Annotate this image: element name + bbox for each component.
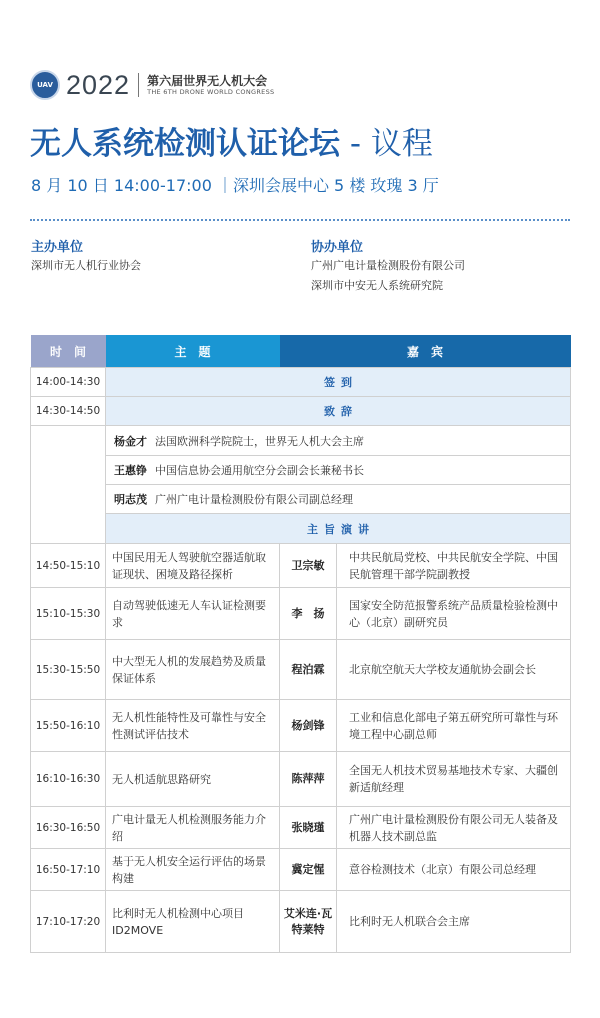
row-time: 16:10-16:30 [31,752,106,807]
divider [138,73,139,97]
year: 2022 [66,69,131,100]
co-organizer-label: 协办单位 [311,240,364,255]
row-speaker-title: 北京航空航天大学校友通航协会副会长 [337,640,571,700]
row-time: 15:50-16:10 [31,700,106,752]
keynote-row [31,514,571,544]
row-topic: 中大型无人机的发展趋势及质量保证体系 [106,640,280,700]
row-speaker-title: 意谷检测技术（北京）有限公司总经理 [337,849,571,891]
uav-badge-icon [30,70,60,100]
row-speaker-title: 国家安全防范报警系统产品质量检验检测中心（北京）副研究员 [337,588,571,640]
title-main: 无人系统检测认证论坛 [30,126,340,162]
agenda-row [31,752,571,807]
guest-name: 杨金才 [114,434,147,448]
row-speaker: 艾米连·瓦特莱特 [280,891,337,953]
header-guest: 嘉宾 [280,335,571,368]
agenda-row [31,588,571,640]
row-speaker: 杨剑锋 [280,700,337,752]
row-topic: 无人机性能特性及可靠性与安全性测试评估技术 [106,700,280,752]
congress-name-en: THE 6TH DRONE WORLD CONGRESS [147,87,275,96]
header-time: 时间 [31,335,106,368]
speech-guest [106,426,571,456]
row-speaker-title: 比利时无人机联合会主席 [337,891,571,953]
agenda-header-row [31,335,571,368]
row-speaker-title: 工业和信息化部电子第五研究所可靠性与环境工程中心副总师 [337,700,571,752]
row-topic: 中国民用无人驾驶航空器适航取证现状、困境及路径探析 [106,544,280,588]
host-label: 主办单位 [31,240,84,255]
row-time: 14:50-15:10 [31,544,106,588]
row-topic: 无人机适航思路研究 [106,752,280,807]
row-speaker: 程泊霖 [280,640,337,700]
row-speaker-title: 全国无人机技术贸易基地技术专家、大疆创新适航经理 [337,752,571,807]
row-topic: 广电计量无人机检测服务能力介绍 [106,807,280,849]
speech-guest-row [31,485,571,514]
row-time: 15:10-15:30 [31,588,106,640]
speech-guest-row [31,456,571,485]
agenda-row [31,700,571,752]
congress-name-cn: 第六届世界无人机大会 [147,73,268,88]
row-speaker: 李 扬 [280,588,337,640]
row-speaker: 张晓瑾 [280,807,337,849]
row-speaker: 冀定惺 [280,849,337,891]
guest-title: 广州广电计量检测股份有限公司副总经理 [155,493,353,506]
agenda-row [31,544,571,588]
badge-text: UAV [37,81,53,89]
agenda-row [31,640,571,700]
co-organizer-1: 广州广电计量检测股份有限公司 [311,259,465,272]
page-title [30,118,433,163]
row-time: 15:30-15:50 [31,640,106,700]
row-speaker: 陈萍萍 [280,752,337,807]
row-topic: 比利时无人机检测中心项目ID2MOVE [106,891,280,953]
agenda-row [31,891,571,953]
host-organization: 深圳市无人机行业协会 [31,259,141,272]
row-time: 17:10-17:20 [31,891,106,953]
row-speaker-title: 广州广电计量检测股份有限公司无人装备及机器人技术副总监 [337,807,571,849]
guest-name: 王惠铮 [114,464,147,477]
signin-row [31,368,571,397]
row-topic: 自动驾驶低速无人车认证检测要求 [106,588,280,640]
guest-title: 法国欧洲科学院院士，世界无人机大会主席 [155,434,364,448]
speech-label: 致辞 [106,397,571,426]
speech-time: 14:30-14:50 [31,397,106,426]
event-datetime: 8 月 10 日 14:00-17:00 ｜深圳会展中心 5 楼 玫瑰 3 厅 [31,176,439,195]
keynote-label: 主旨演讲 [106,514,571,544]
row-time: 16:50-17:10 [31,849,106,891]
speech-guest-row [31,426,571,456]
row-topic: 基于无人机安全运行评估的场景构建 [106,849,280,891]
co-organizer-2: 深圳市中安无人系统研究院 [311,279,443,292]
speech-time-blank [31,426,106,544]
congress-logo [30,70,274,100]
row-speaker: 卫宗敏 [280,544,337,588]
header-topic: 主题 [106,335,280,368]
guest-title: 中国信息协会通用航空分会副会长兼秘书长 [155,464,364,477]
dotted-divider [30,219,570,221]
speech-row [31,397,571,426]
agenda-row [31,807,571,849]
agenda-row [31,849,571,891]
speech-guest [106,485,571,514]
signin-time: 14:00-14:30 [31,368,106,397]
row-time: 16:30-16:50 [31,807,106,849]
speech-guest [106,456,571,485]
agenda-table [30,335,571,953]
guest-name: 明志茂 [114,493,147,506]
signin-label: 签到 [106,368,571,397]
title-sub: - 议程 [340,126,433,162]
congress-name [147,74,274,97]
row-speaker-title: 中共民航局党校、中共民航安全学院、中国民航管理干部学院副教授 [337,544,571,588]
